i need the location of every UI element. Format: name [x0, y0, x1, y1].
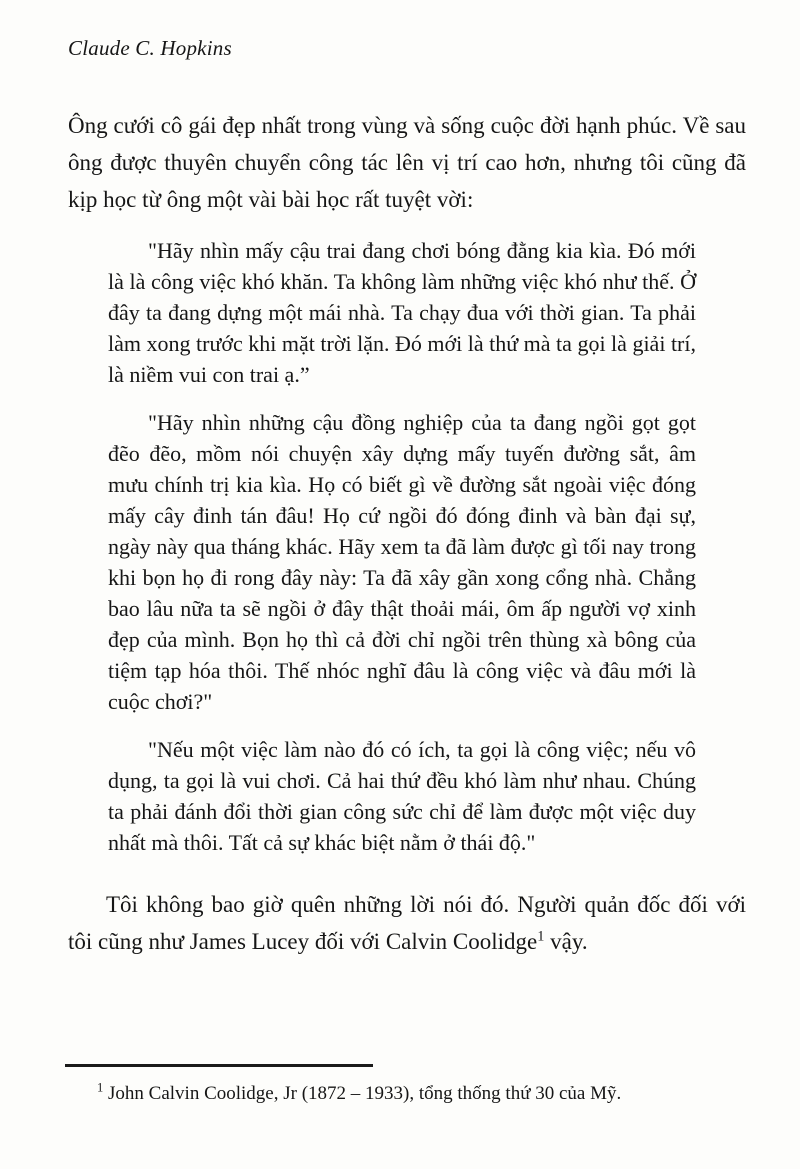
closing-text-tail: vậy. [544, 929, 588, 954]
footnote-section [65, 1064, 755, 1106]
closing-paragraph [68, 886, 746, 960]
footnote-reference-marker: 1 [537, 928, 545, 945]
running-head: Claude C. Hopkins [68, 36, 232, 60]
footnote [65, 1082, 755, 1106]
intro-paragraph: Ông cưới cô gái đẹp nhất trong vùng và sống cuộc đời hạnh phúc. Về sau ông được thuyên chuyển công tác lên vị trí cao hơn, nhưng tôi cũng đã kịp học từ ông một vài bài học rất tuyệt vời: [68, 113, 746, 212]
footnote-marker: 1 [97, 1080, 104, 1095]
quote-paragraph-3: "Nếu một việc làm nào đó có ích, ta gọi là công việc; nếu vô dụng, ta gọi là vui chơi. Cả hai thứ đều khó làm như nhau. Chúng ta phải đánh đổi thời gian công sức chỉ để làm được một việc duy nhất mà thôi. Tất cả sự khác biệt nằm ở thái độ." [108, 737, 696, 855]
closing-text: Tôi không bao giờ quên những lời nói đó. Người quản đốc đối với tôi cũng như James Lucey đối với Calvin Coolidge [68, 892, 746, 954]
quote-paragraph-1: "Hãy nhìn mấy cậu trai đang chơi bóng đằng kia kìa. Đó mới là là công việc khó khăn. Ta không làm những việc khó như thế. Ở đây ta đang dựng một mái nhà. Ta chạy đua với thời gian. Ta phải làm xong trước khi mặt trời lặn. Đó mới là thứ mà ta gọi là giải trí, là niềm vui con trai ạ.” [108, 238, 696, 387]
footnote-divider-rule [65, 1064, 373, 1067]
quote-paragraph-2: "Hãy nhìn những cậu đồng nghiệp của ta đang ngồi gọt gọt đẽo đẽo, mồm nói chuyện xây dựng mấy tuyến đường sắt, âm mưu chính trị kia kìa. Họ có biết gì về đường sắt ngoài việc đóng mấy cây đinh tán đâu! Họ cứ ngồi đó đóng đinh và bàn đại sự, ngày này qua tháng khác. Hãy xem ta đã làm được gì tối nay trong khi bọn họ đi rong đây này: Ta đã xây gần xong cổng nhà. Chẳng bao lâu nữa ta sẽ ngồi ở đây thật thoải mái, ôm ấp người vợ xinh đẹp của mình. Bọn họ thì cả đời chỉ ngồi trên thùng xà bông của tiệm tạp hóa thôi. Thế nhóc nghĩ đâu là công việc và đâu mới là cuộc chơi?" [108, 410, 696, 714]
footnote-text: John Calvin Coolidge, Jr (1872 – 1933), tổng thống thứ 30 của Mỹ. [103, 1083, 622, 1104]
